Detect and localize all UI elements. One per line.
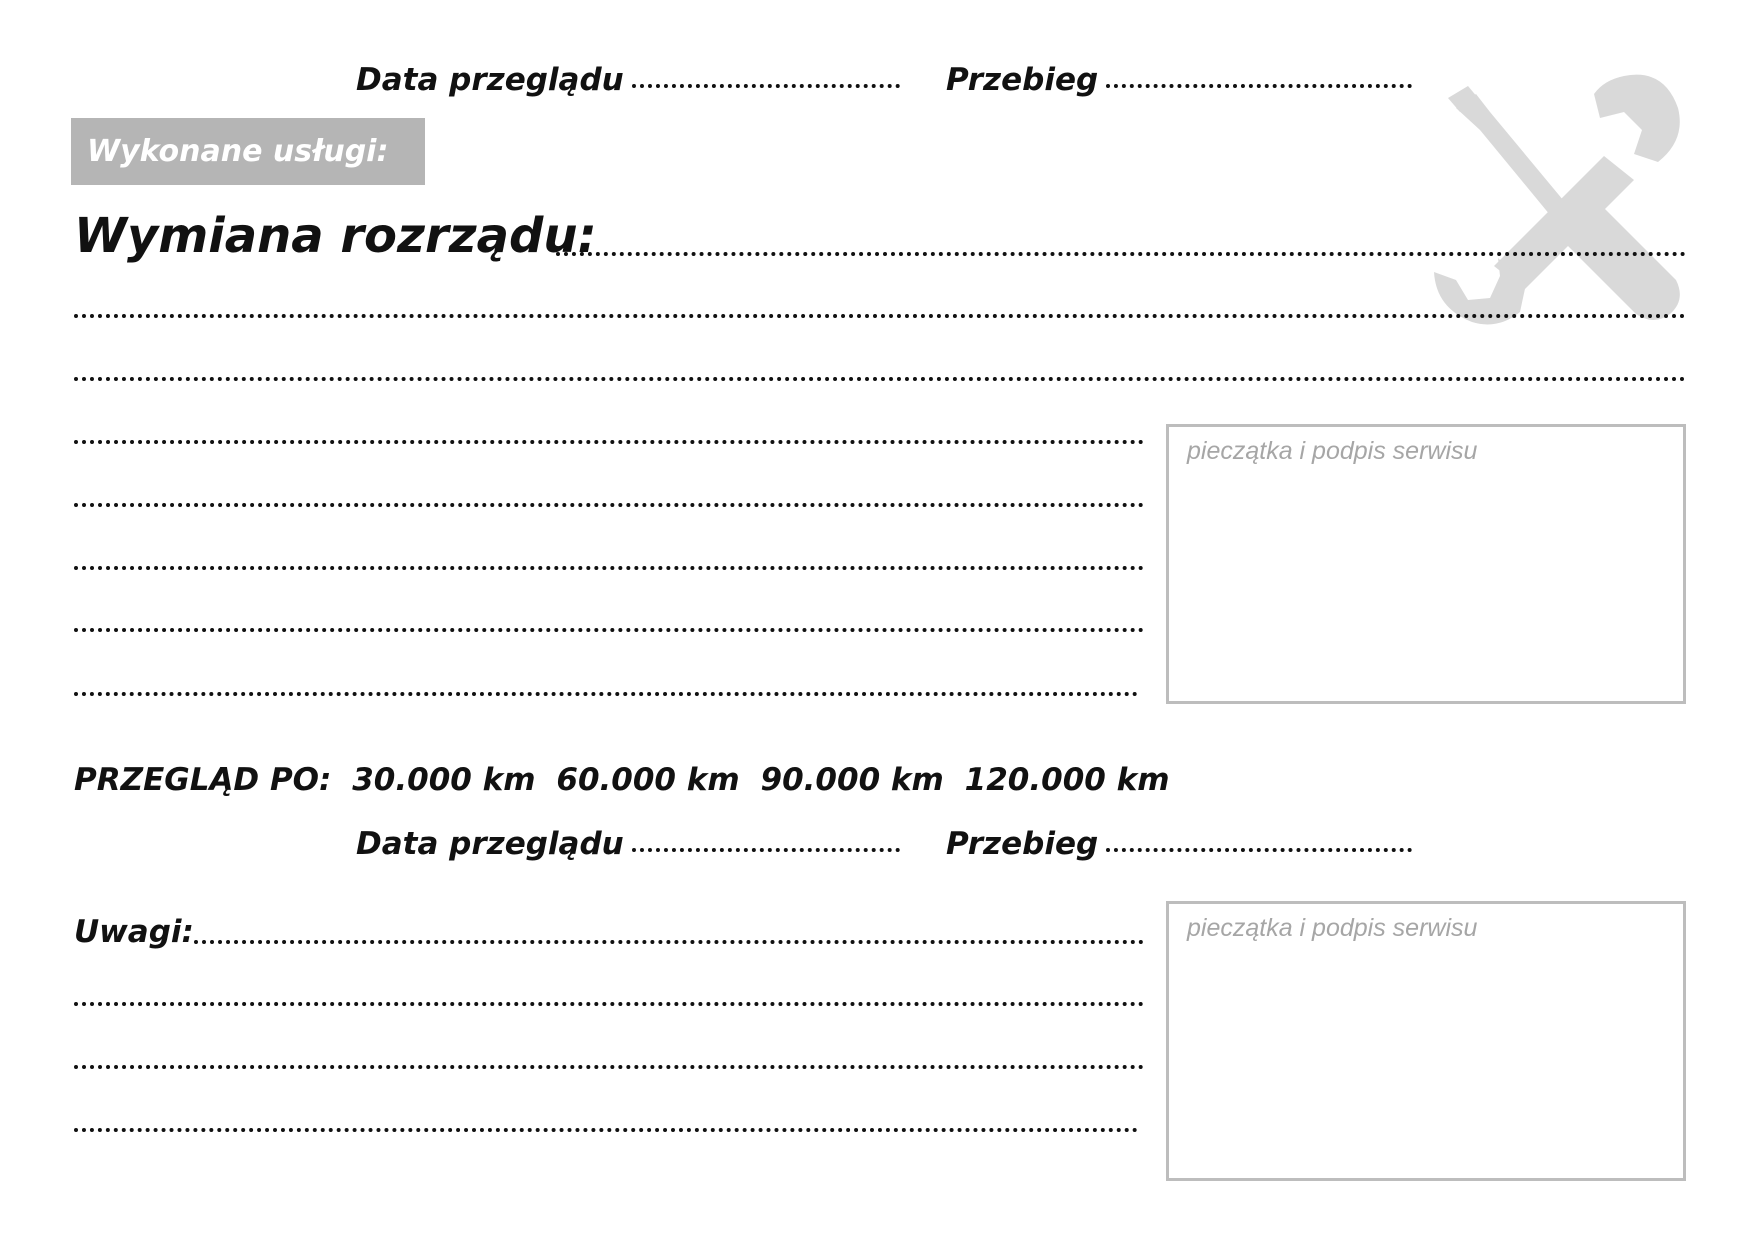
mileage-dots[interactable] [1106,847,1412,852]
mileage-dots[interactable] [1106,83,1412,88]
notes-line[interactable] [74,1002,1144,1006]
notes-line[interactable] [74,1065,1144,1069]
mileage-label: Przebieg [946,826,1099,862]
service-heading: Wymiana rozrządu: [74,208,597,264]
service-line[interactable] [74,628,1144,632]
notes-line[interactable] [194,940,1144,944]
notes-line[interactable] [74,1128,1138,1132]
heading-dotline[interactable] [556,252,1686,256]
review-date-dots[interactable] [632,83,900,88]
service-line[interactable] [74,566,1144,570]
service-line[interactable] [74,377,1686,381]
inspection-interval-row [74,762,1170,798]
mileage-field-top[interactable] [946,62,1412,98]
notes-label: Uwagi: [74,914,194,950]
review-date-label: Data przeglądu [356,826,624,862]
mileage-label: Przebieg [946,62,1099,98]
review-date-dots[interactable] [632,847,900,852]
wrench-screwdriver-icon [1428,68,1688,330]
interval-30000: 30.000 km [352,762,536,798]
interval-120000: 120.000 km [964,762,1170,798]
review-date-label: Data przeglądu [356,62,624,98]
interval-60000: 60.000 km [556,762,740,798]
service-line[interactable] [74,314,1686,318]
service-line[interactable] [74,692,1138,696]
review-date-field-bottom[interactable] [356,826,900,862]
interval-90000: 90.000 km [760,762,944,798]
review-date-field-top[interactable] [356,62,900,98]
services-badge: Wykonane usługi: [71,118,425,185]
stamp-label: pieczątka i podpis serwisu [1187,437,1478,465]
notes-field[interactable] [74,914,194,950]
service-line[interactable] [74,440,1144,444]
stamp-box-bottom[interactable] [1166,901,1686,1181]
stamp-label: pieczątka i podpis serwisu [1187,914,1478,942]
mileage-field-bottom[interactable] [946,826,1412,862]
stamp-box-top[interactable] [1166,424,1686,704]
inspection-interval-label: PRZEGLĄD PO: [74,762,332,798]
service-line[interactable] [74,503,1144,507]
